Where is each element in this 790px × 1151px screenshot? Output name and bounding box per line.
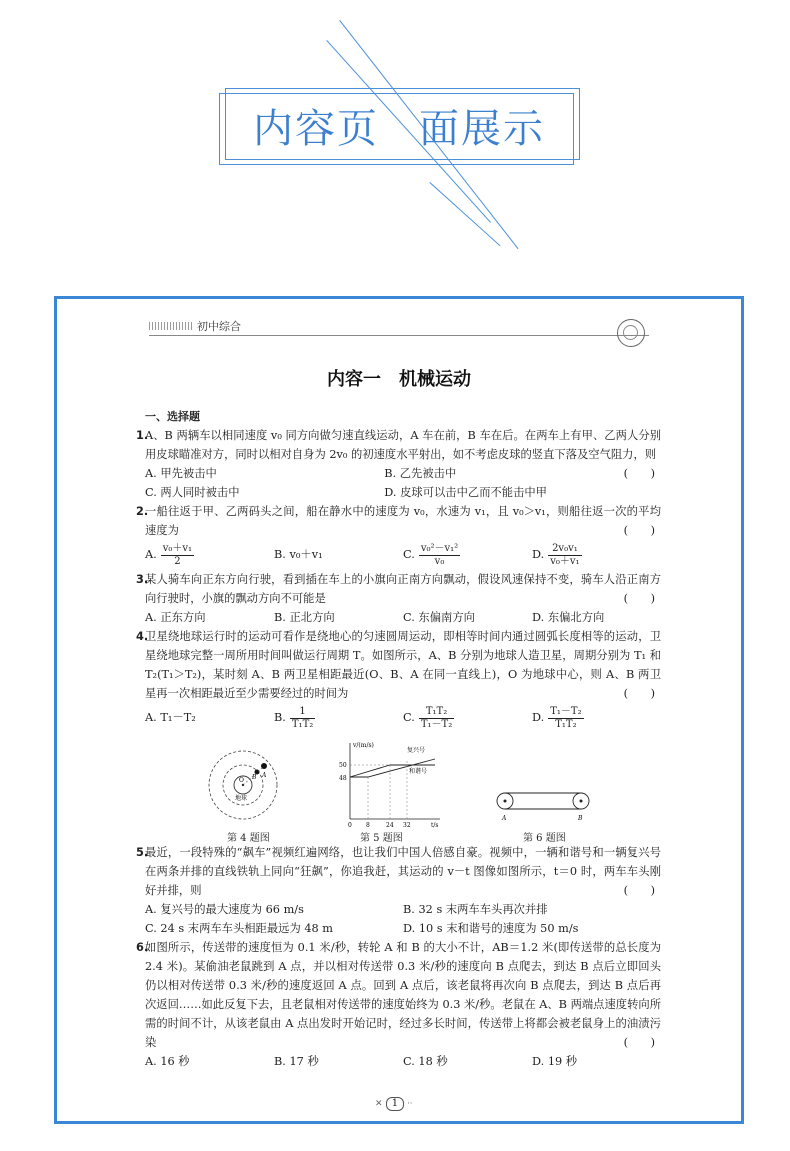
option-a: A. 16 秒 <box>145 1055 190 1068</box>
option-b: B. 32 s 末两车车头再次并排 <box>403 903 548 916</box>
running-head-dots <box>149 322 194 330</box>
question-content <box>136 407 661 1071</box>
option-d: D. 东偏北方向 <box>532 611 605 624</box>
page-number-box: 1 <box>386 1097 404 1111</box>
fig5-series-hx: 和谐号 <box>409 768 428 775</box>
option-d: D. 皮球可以击中乙而不能击中甲 <box>384 486 547 499</box>
option-d: D. $\frac{\text{2v₀v₁}}{\text{v₀＋v₁}}$ <box>532 542 580 567</box>
question-stem: 某人骑车向正东方向行驶，看到插在车上的小旗向正南方向飘动，假设风速保持不变，骑车人沿正南方向行驶时，小旗的飘动方向不可能是 <box>145 573 661 605</box>
document-page <box>57 299 741 1121</box>
option-b: B. 正北方向 <box>274 611 335 624</box>
page-number <box>375 1097 412 1111</box>
question-4 <box>136 627 661 733</box>
fig4-label-b: B <box>252 774 257 781</box>
answer-paren: ( ) <box>623 687 655 700</box>
emblem-icon <box>617 319 645 347</box>
question-5 <box>136 843 661 938</box>
option-c: C. $\frac{\text{v₀²－v₁²}}{\text{v₀}}$ <box>403 542 459 567</box>
fig6-label-a: A <box>502 815 507 822</box>
question-stem: 一船往返于甲、乙两码头之间，船在静水中的速度为 v₀，水速为 v₁，且 v₀＞v₁，则船往返一次的平均速度为 <box>145 505 661 537</box>
figure-4-caption: 第 4 题图 <box>227 833 270 844</box>
question-stem: 如图所示，传送带的速度恒为 0.1 米/秒，转轮 A 和 B 的大小不计，AB＝1.2 米(即传送带的总长度为 2.4 米)。某偷油老鼠跳到 A 点，并以相对传送带 0.3 米/秒的速度向 B 点爬去，到达 B 点后立即回头仍以相对传送带 0.3 米/秒的速度返回 A 点。回到 A 点后，该老鼠将再次向 B 点爬去，到达 B 点后再次返回……如此反复下去，且老鼠相对传送带的速度始终为 0.3 米/秒。老鼠在 A、B 两端点速度转向所需的时间不计，从该老鼠由 A 点出发时开始记时，经过多长时间，传送带上将都会被老鼠身上的油渍污染 <box>145 941 661 1049</box>
fig5-ytick-50: 50 <box>339 762 347 769</box>
fig5-xtick-32: 32 <box>403 822 411 829</box>
answer-paren: ( ) <box>623 592 655 605</box>
answer-paren: ( ) <box>623 524 655 537</box>
running-head <box>149 317 649 336</box>
section-title: 一、选择题 <box>145 410 200 423</box>
fraction: $\frac{1}{\text{T₁T₂}}$ <box>291 705 314 730</box>
answer-paren: ( ) <box>623 884 655 897</box>
option-c: C. $\frac{\text{T₁T₂}}{\text{T₁－T₂}}$ <box>403 705 453 730</box>
fig4-label-o: O <box>239 777 244 784</box>
fraction: $\frac{\text{T₁T₂}}{\text{T₁－T₂}}$ <box>420 705 453 730</box>
figure-5-caption: 第 5 题图 <box>360 833 403 844</box>
fraction: $\frac{\text{v₀＋v₁}}{2}$ <box>162 542 193 567</box>
option-a: A. 甲先被击中 <box>145 467 217 480</box>
fig5-ytick-48: 48 <box>339 775 347 782</box>
fig6-label-b: B <box>578 815 583 822</box>
document-frame <box>54 296 744 1124</box>
page-number-deco-icon: ✕ <box>375 1099 383 1109</box>
fig5-xtick-24: 24 <box>386 822 394 829</box>
option-d: D. 19 秒 <box>532 1055 578 1068</box>
fig4-label-a: A <box>262 772 267 779</box>
question-2 <box>136 502 661 570</box>
title-part-1: 内容页 <box>253 106 379 152</box>
page-title <box>219 95 579 163</box>
question-1 <box>136 426 661 502</box>
question-number: 3. <box>136 573 149 586</box>
figure-6-conveyor <box>493 785 593 825</box>
question-number: 5. <box>136 846 149 859</box>
answer-paren: ( ) <box>623 1036 655 1049</box>
option-b: B. 乙先被击中 <box>384 467 457 480</box>
question-number: 1. <box>136 429 149 442</box>
fig5-xlabel: t/s <box>431 822 439 829</box>
page-number-dots: ·· <box>407 1099 413 1108</box>
question-number: 2. <box>136 505 149 518</box>
fig4-label-earth: 地球 <box>235 795 248 802</box>
figure-5-vt-graph <box>335 739 445 829</box>
fig5-series-fx: 复兴号 <box>407 747 426 754</box>
option-a: A. 正东方向 <box>145 611 206 624</box>
fraction: $\frac{\text{v₀²－v₁²}}{\text{v₀}}$ <box>420 542 459 567</box>
title-part-2: 面展示 <box>419 106 545 152</box>
question-6 <box>136 938 661 1071</box>
question-number: 6. <box>136 941 149 954</box>
option-a: A. 复兴号的最大速度为 66 m/s <box>145 903 304 916</box>
fraction: $\frac{\text{T₁－T₂}}{\text{T₁T₂}}$ <box>550 705 582 730</box>
figures-row <box>145 739 661 844</box>
figure-4-orbits <box>205 745 285 825</box>
question-stem: 最近，一段特殊的“飙车”视频红遍网络，也让我们中国人倍感自豪。视频中，一辆和谐号和一辆复兴号在两条并排的直线铁轨上同向“狂飙”，你追我赶，其运动的 v－t 图像如图所示，t＝0 时，两车车头刚好并排，则 <box>145 846 661 897</box>
fraction: $\frac{\text{2v₀v₁}}{\text{v₀＋v₁}}$ <box>550 542 580 567</box>
chapter-title: 内容一 机械运动 <box>327 369 471 390</box>
option-d: D. $\frac{\text{T₁－T₂}}{\text{T₁T₂}}$ <box>532 705 582 730</box>
fig5-xtick-8: 8 <box>366 822 370 829</box>
option-b: B. 17 秒 <box>274 1055 319 1068</box>
option-a: A. $\frac{\text{v₀＋v₁}}{2}$ <box>145 542 193 567</box>
option-b: B. v₀＋v₁ <box>274 548 323 561</box>
answer-paren: ( ) <box>623 467 655 480</box>
option-c: C. 18 秒 <box>403 1055 448 1068</box>
option-c: C. 24 s 末两车车头相距最远为 48 m <box>145 922 334 935</box>
question-number: 4. <box>136 630 149 643</box>
question-3 <box>136 570 661 627</box>
option-b: B. $\frac{1}{\text{T₁T₂}}$ <box>274 705 314 730</box>
option-c: C. 两人同时被击中 <box>145 486 240 499</box>
option-c: C. 东偏南方向 <box>403 611 475 624</box>
option-a: A. T₁－T₂ <box>145 711 196 724</box>
fig5-ylabel: v/(m/s) <box>353 742 374 749</box>
running-head-label: 初中综合 <box>197 320 241 333</box>
question-stem: A、B 两辆车以相同速度 v₀ 同方向做匀速直线运动，A 车在前，B 车在后。在两车上有甲、乙两人分别用皮球瞄准对方，同时以相对自身为 2v₀ 的初速度水平射出，如不考虑皮球的竖直下落及空气阻力，则 <box>145 429 661 461</box>
fig5-xtick-0: 0 <box>348 822 352 829</box>
figure-6-caption: 第 6 题图 <box>523 833 566 844</box>
question-stem: 卫星绕地球运行时的运动可看作是绕地心的匀速圆周运动，即相等时间内通过圆弧长度相等的运动，卫星绕地球完整一周所用时间叫做运行周期 T。如图所示，A、B 分别为地球人造卫星，周期分别为 T₁ 和 T₂(T₁＞T₂)，某时刻 A、B 两卫星相距最近(O、B、A 在同一直线上)，O 为地球中心，则 A、B 两卫星再一次相距最近至少需要经过的时间为 <box>145 630 661 700</box>
option-d: D. 10 s 末和谐号的速度为 50 m/s <box>403 922 579 935</box>
